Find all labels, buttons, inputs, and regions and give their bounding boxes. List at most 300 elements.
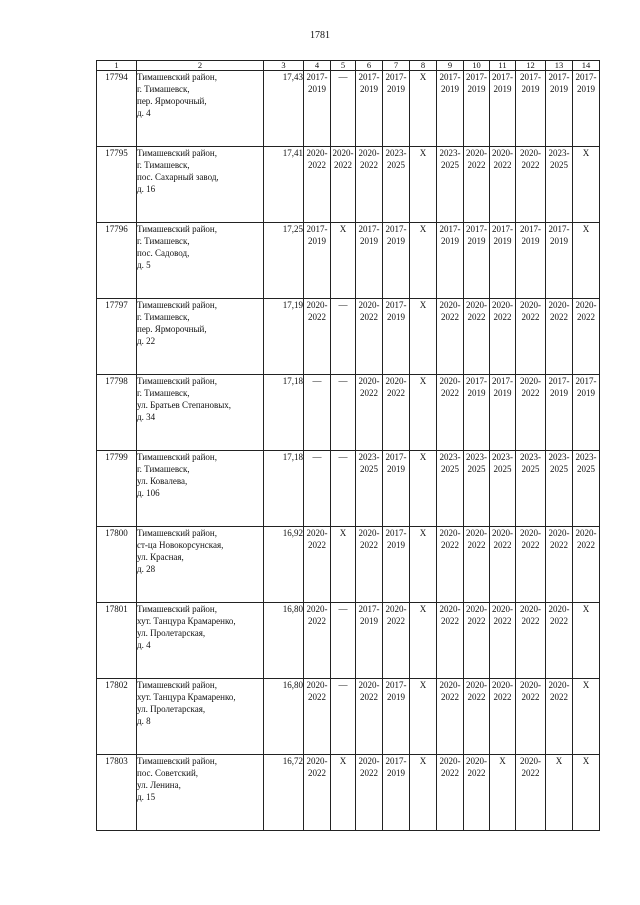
period-cell <box>437 679 464 755</box>
period-cell <box>410 527 437 603</box>
period-text: 2017- <box>548 224 570 234</box>
page-number: 1781 <box>310 30 330 41</box>
period-cell <box>573 375 600 451</box>
period-cell <box>516 603 546 679</box>
period-text: 2020- <box>520 756 541 766</box>
period-text: 2022 <box>387 388 405 398</box>
period-text: 2020- <box>358 300 380 310</box>
period-text: 2022 <box>493 312 512 322</box>
address-line: д. 5 <box>137 260 151 270</box>
period-cell <box>356 375 383 451</box>
period-text: X <box>339 224 347 234</box>
period-cell <box>331 451 356 527</box>
period-text: — <box>312 452 322 462</box>
period-cell <box>490 755 516 831</box>
period-cell <box>573 679 600 755</box>
address-line: пер. Ярморочный, <box>137 324 207 334</box>
period-text: 2020- <box>466 680 487 690</box>
period-text: 2022 <box>550 616 568 626</box>
period-text: X <box>419 72 427 82</box>
table-row <box>97 679 600 755</box>
address-cell <box>137 451 264 527</box>
period-text: 2022 <box>550 540 568 550</box>
period-text: 2019 <box>577 388 595 398</box>
period-text: 2019 <box>308 236 326 246</box>
period-text: 2017- <box>520 72 541 82</box>
period-cell <box>437 603 464 679</box>
period-cell <box>573 451 600 527</box>
period-text: 2019 <box>550 84 568 94</box>
period-text: 2017- <box>439 224 461 234</box>
column-header: 9 <box>437 61 464 71</box>
period-cell <box>383 375 410 451</box>
address-cell <box>137 223 264 299</box>
period-text: 2022 <box>521 312 540 322</box>
period-text: X <box>499 756 506 766</box>
period-cell <box>331 299 356 375</box>
period-text: 2020- <box>548 528 570 538</box>
period-text: 2023- <box>575 452 597 462</box>
period-text: 2020- <box>466 528 487 538</box>
period-text: 2022 <box>467 540 486 550</box>
period-text: 2019 <box>387 84 405 94</box>
period-text: 2023- <box>466 452 487 462</box>
address-line: Тимашевский район, <box>137 756 217 766</box>
address-line: пер. Ярморочный, <box>137 96 207 106</box>
address-line: Тимашевский район, <box>137 148 217 158</box>
address-cell <box>137 299 264 375</box>
period-cell <box>464 71 490 147</box>
address-line: Тимашевский район, <box>137 376 217 386</box>
table-row <box>97 603 600 679</box>
period-text: 2019 <box>387 540 405 550</box>
period-text: 2025 <box>360 464 378 474</box>
period-cell <box>304 755 331 831</box>
address-line: г. Тимашевск, <box>137 160 190 170</box>
address-line: Тимашевский район, <box>137 452 217 462</box>
value-cell: 17,18 <box>264 451 304 527</box>
period-text: X <box>582 224 590 234</box>
period-text: 2022 <box>360 160 378 170</box>
period-text: 2019 <box>493 388 512 398</box>
period-text: 2017- <box>385 300 407 310</box>
period-text: 2020- <box>332 148 354 158</box>
row-number: 17800 <box>97 527 137 603</box>
period-text: X <box>339 756 347 766</box>
period-text: 2020- <box>548 300 570 310</box>
period-cell <box>383 223 410 299</box>
period-cell <box>410 755 437 831</box>
period-text: 2022 <box>441 388 459 398</box>
period-cell <box>410 451 437 527</box>
period-text: 2022 <box>550 312 568 322</box>
column-header: 12 <box>516 61 546 71</box>
period-cell <box>546 603 573 679</box>
period-text: 2017- <box>385 452 407 462</box>
period-text: 2022 <box>441 312 459 322</box>
period-cell <box>546 147 573 223</box>
period-cell <box>464 679 490 755</box>
table-row <box>97 71 600 147</box>
period-text: 2020- <box>385 376 407 386</box>
period-text: 2020- <box>439 756 461 766</box>
address-cell <box>137 679 264 755</box>
address-line: Тимашевский район, <box>137 72 217 82</box>
address-line: д. 22 <box>137 336 156 346</box>
period-cell <box>490 71 516 147</box>
period-text: 2020- <box>358 756 380 766</box>
period-cell <box>437 71 464 147</box>
period-text: 2020- <box>306 756 328 766</box>
period-cell <box>546 679 573 755</box>
address-line: пос. Садовод, <box>137 248 190 258</box>
row-number: 17802 <box>97 679 137 755</box>
period-text: 2022 <box>441 540 459 550</box>
period-text: X <box>582 148 590 158</box>
address-line: г. Тимашевск, <box>137 388 190 398</box>
period-text: 2022 <box>334 160 352 170</box>
period-text: 2025 <box>387 160 405 170</box>
period-cell <box>490 527 516 603</box>
period-text: 2022 <box>360 540 378 550</box>
address-line: г. Тимашевск, <box>137 236 190 246</box>
period-cell <box>573 755 600 831</box>
period-cell <box>331 603 356 679</box>
address-line: ст-ца Новокорсунская, <box>137 540 224 550</box>
value-cell: 16,80 <box>264 679 304 755</box>
period-text: 2023- <box>358 452 380 462</box>
period-text: 2023- <box>548 452 570 462</box>
period-cell <box>490 299 516 375</box>
period-text: 2022 <box>467 160 486 170</box>
period-text: X <box>419 300 427 310</box>
period-text: 2019 <box>360 84 378 94</box>
period-text: — <box>338 680 348 690</box>
period-text: 2022 <box>308 616 326 626</box>
period-text: 2017- <box>520 224 541 234</box>
period-cell <box>331 147 356 223</box>
period-text: 2019 <box>467 388 486 398</box>
period-cell <box>331 755 356 831</box>
period-cell <box>516 679 546 755</box>
period-text: 2022 <box>577 312 595 322</box>
period-cell <box>356 223 383 299</box>
row-number: 17796 <box>97 223 137 299</box>
period-text: 2025 <box>467 464 486 474</box>
period-text: 2020- <box>520 300 541 310</box>
period-text: 2022 <box>308 768 326 778</box>
period-text: 2025 <box>441 464 459 474</box>
period-text: 2022 <box>493 160 512 170</box>
address-cell <box>137 755 264 831</box>
period-cell <box>410 299 437 375</box>
period-text: 2022 <box>577 540 595 550</box>
period-cell <box>304 71 331 147</box>
period-text: — <box>338 300 348 310</box>
period-cell <box>546 375 573 451</box>
period-text: 2020- <box>439 300 461 310</box>
period-text: 2020- <box>306 528 328 538</box>
period-text: 2017- <box>466 376 487 386</box>
period-text: X <box>419 224 427 234</box>
period-cell <box>331 71 356 147</box>
period-cell <box>383 71 410 147</box>
period-text: 2020- <box>439 376 461 386</box>
period-cell <box>516 375 546 451</box>
period-text: — <box>312 376 322 386</box>
period-text: 2020- <box>466 756 487 766</box>
address-line: ул. Братьев Степановых, <box>137 400 232 410</box>
period-text: 2022 <box>521 616 540 626</box>
period-text: 2020- <box>306 680 328 690</box>
period-cell <box>437 147 464 223</box>
period-cell <box>464 755 490 831</box>
address-line: ул. Ковалева, <box>137 476 188 486</box>
period-text: 2017- <box>306 224 328 234</box>
period-text: 2022 <box>493 692 512 702</box>
header-row <box>97 61 600 71</box>
period-text: 2017- <box>358 72 380 82</box>
column-header: 1 <box>97 61 137 71</box>
address-line: д. 4 <box>137 640 151 650</box>
period-text: 2025 <box>493 464 512 474</box>
address-line: пос. Советский, <box>137 768 199 778</box>
address-line: д. 34 <box>137 412 156 422</box>
period-cell <box>437 223 464 299</box>
period-text: 2020- <box>466 148 487 158</box>
period-text: 2020- <box>358 148 380 158</box>
column-header: 14 <box>573 61 600 71</box>
period-text: 2020- <box>548 604 570 614</box>
period-text: 2020- <box>548 680 570 690</box>
period-text: 2020- <box>492 528 513 538</box>
period-cell <box>546 71 573 147</box>
period-text: 2023- <box>548 148 570 158</box>
period-cell <box>437 755 464 831</box>
table-row <box>97 223 600 299</box>
period-cell <box>573 71 600 147</box>
period-cell <box>546 527 573 603</box>
address-line: пос. Сахарный завод, <box>137 172 219 182</box>
period-text: 2017- <box>492 376 513 386</box>
row-number: 17803 <box>97 755 137 831</box>
period-cell <box>573 223 600 299</box>
value-cell: 17,41 <box>264 147 304 223</box>
period-text: 2017- <box>575 72 597 82</box>
period-cell <box>304 679 331 755</box>
period-text: 2025 <box>550 464 568 474</box>
period-text: 2017- <box>439 72 461 82</box>
period-cell <box>464 603 490 679</box>
period-cell <box>437 527 464 603</box>
period-text: 2019 <box>493 236 512 246</box>
period-cell <box>573 299 600 375</box>
period-cell <box>546 755 573 831</box>
column-header: 10 <box>464 61 490 71</box>
column-header: 8 <box>410 61 437 71</box>
period-text: 2020- <box>492 680 513 690</box>
period-text: 2019 <box>360 236 378 246</box>
period-text: 2017- <box>385 528 407 538</box>
period-text: X <box>419 680 427 690</box>
period-text: 2022 <box>441 692 459 702</box>
period-text: 2020- <box>306 300 328 310</box>
period-cell <box>516 755 546 831</box>
period-cell <box>410 679 437 755</box>
table-row <box>97 375 600 451</box>
period-cell <box>573 527 600 603</box>
period-text: 2025 <box>550 160 568 170</box>
period-text: X <box>419 452 427 462</box>
row-number: 17794 <box>97 71 137 147</box>
period-text: 2019 <box>387 692 405 702</box>
table-row <box>97 527 600 603</box>
row-number: 17798 <box>97 375 137 451</box>
period-text: 2019 <box>308 84 326 94</box>
period-text: 2025 <box>521 464 540 474</box>
period-text: — <box>338 376 348 386</box>
period-text: 2022 <box>467 768 486 778</box>
period-text: 2020- <box>520 528 541 538</box>
period-text: 2017- <box>548 72 570 82</box>
period-cell <box>490 451 516 527</box>
address-cell <box>137 147 264 223</box>
period-text: 2017- <box>385 72 407 82</box>
period-text: 2020- <box>492 604 513 614</box>
period-text: 2022 <box>308 312 326 322</box>
period-text: 2019 <box>493 84 512 94</box>
period-text: X <box>582 604 590 614</box>
period-cell <box>464 299 490 375</box>
period-text: 2017- <box>358 224 380 234</box>
period-text: 2025 <box>441 160 459 170</box>
period-text: 2022 <box>467 692 486 702</box>
address-cell <box>137 527 264 603</box>
period-cell <box>410 375 437 451</box>
period-cell <box>383 679 410 755</box>
period-text: X <box>419 528 427 538</box>
period-text: 2020- <box>306 604 328 614</box>
row-number: 17801 <box>97 603 137 679</box>
period-text: X <box>339 528 347 538</box>
period-cell <box>304 451 331 527</box>
period-text: 2019 <box>467 236 486 246</box>
table-row <box>97 147 600 223</box>
period-text: 2022 <box>521 388 540 398</box>
period-text: X <box>419 604 427 614</box>
column-header: 4 <box>304 61 331 71</box>
period-cell <box>356 755 383 831</box>
period-text: 2020- <box>520 680 541 690</box>
period-text: 2020- <box>520 148 541 158</box>
period-text: 2022 <box>521 692 540 702</box>
address-line: д. 4 <box>137 108 151 118</box>
period-text: 2022 <box>441 768 459 778</box>
period-cell <box>304 223 331 299</box>
period-text: 2019 <box>387 236 405 246</box>
period-cell <box>490 375 516 451</box>
row-number: 17797 <box>97 299 137 375</box>
period-text: 2022 <box>360 388 378 398</box>
period-text: 2022 <box>521 768 540 778</box>
period-text: 2020- <box>466 604 487 614</box>
period-text: 2020- <box>306 148 328 158</box>
period-cell <box>331 679 356 755</box>
period-text: 2022 <box>521 540 540 550</box>
period-cell <box>546 299 573 375</box>
period-text: 2020- <box>358 376 380 386</box>
row-number: 17799 <box>97 451 137 527</box>
period-cell <box>331 223 356 299</box>
period-text: 2025 <box>577 464 595 474</box>
period-text: 2017- <box>492 72 513 82</box>
period-text: X <box>555 756 563 766</box>
period-text: 2017- <box>306 72 328 82</box>
period-text: 2022 <box>308 540 326 550</box>
column-header: 7 <box>383 61 410 71</box>
period-text: 2020- <box>358 528 380 538</box>
address-line: Тимашевский район, <box>137 604 217 614</box>
period-cell <box>516 223 546 299</box>
address-line: г. Тимашевск, <box>137 84 190 94</box>
period-text: 2017- <box>492 224 513 234</box>
period-text: 2022 <box>308 160 326 170</box>
address-line: ул. Ленина, <box>137 780 181 790</box>
period-text: 2020- <box>466 300 487 310</box>
period-text: X <box>419 376 427 386</box>
period-cell <box>356 679 383 755</box>
period-cell <box>464 375 490 451</box>
address-line: Тимашевский район, <box>137 528 217 538</box>
address-line: Тимашевский район, <box>137 300 217 310</box>
period-text: 2020- <box>520 604 541 614</box>
period-text: X <box>582 680 590 690</box>
period-text: 2022 <box>360 692 378 702</box>
address-line: д. 106 <box>137 488 160 498</box>
period-text: 2017- <box>385 224 407 234</box>
period-cell <box>356 71 383 147</box>
period-cell <box>464 527 490 603</box>
period-text: 2019 <box>550 388 568 398</box>
period-text: 2019 <box>550 236 568 246</box>
period-cell <box>490 147 516 223</box>
period-text: 2022 <box>387 616 405 626</box>
period-cell <box>464 451 490 527</box>
address-cell <box>137 71 264 147</box>
period-text: 2022 <box>467 616 486 626</box>
period-cell <box>464 223 490 299</box>
address-line: г. Тимашевск, <box>137 464 190 474</box>
period-text: 2023- <box>520 452 541 462</box>
period-cell <box>410 71 437 147</box>
address-line: хут. Танцура Крамаренко, <box>137 616 236 626</box>
period-text: 2020- <box>492 300 513 310</box>
period-cell <box>490 223 516 299</box>
period-text: 2017- <box>385 756 407 766</box>
period-cell <box>573 603 600 679</box>
period-cell <box>490 679 516 755</box>
value-cell: 17,25 <box>264 223 304 299</box>
period-cell <box>383 299 410 375</box>
address-line: д. 15 <box>137 792 156 802</box>
address-line: Тимашевский район, <box>137 224 217 234</box>
period-cell <box>331 527 356 603</box>
address-line: д. 28 <box>137 564 156 574</box>
registry-table <box>96 60 600 831</box>
column-header: 11 <box>490 61 516 71</box>
period-cell <box>437 299 464 375</box>
period-cell <box>516 527 546 603</box>
